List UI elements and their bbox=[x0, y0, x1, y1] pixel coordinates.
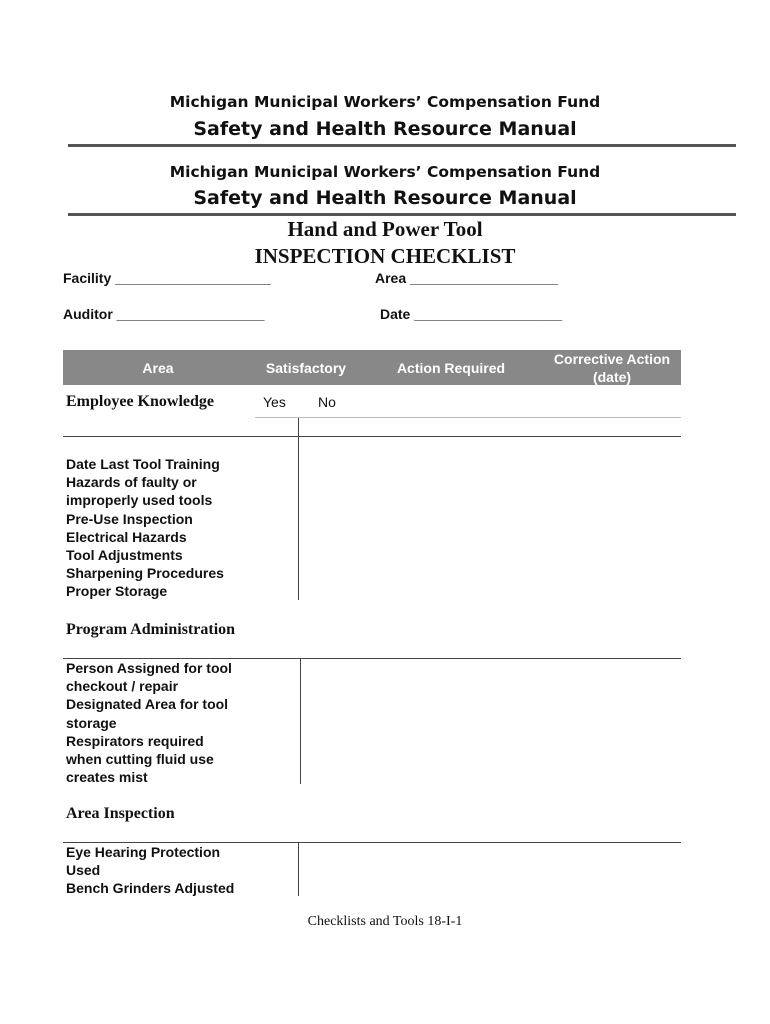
document-title: Hand and Power Tool bbox=[287, 217, 483, 241]
col-header-corrective-action-date: (date) bbox=[592, 369, 632, 385]
yes-no-divider bbox=[298, 418, 299, 436]
list-item: Respirators required bbox=[66, 732, 204, 749]
document-subtitle: INSPECTION CHECKLIST bbox=[254, 244, 516, 268]
column-divider bbox=[298, 843, 299, 896]
manual-title: Safety and Health Resource Manual bbox=[193, 118, 577, 140]
list-item: Proper Storage bbox=[66, 583, 168, 600]
yes-label: Yes bbox=[263, 394, 286, 410]
list-item: Tool Adjustments bbox=[66, 547, 183, 564]
page-footer: Checklists and Tools 18-I-1 bbox=[307, 914, 463, 929]
list-item: checkout / repair bbox=[66, 678, 179, 695]
header-divider-repeat bbox=[68, 213, 736, 216]
section-title-area-inspection: Area Inspection bbox=[66, 805, 175, 822]
col-header-action-required: Action Required bbox=[396, 360, 506, 376]
col-header-area: Area bbox=[142, 360, 174, 376]
date-field[interactable]: Date ___________________ bbox=[380, 306, 563, 322]
list-item: improperly used tools bbox=[66, 492, 213, 509]
list-item: Date Last Tool Training bbox=[66, 456, 220, 472]
area-field[interactable]: Area ___________________ bbox=[375, 270, 558, 286]
list-item: Electrical Hazards bbox=[66, 528, 187, 545]
col-header-satisfactory: Satisfactory bbox=[265, 360, 347, 376]
organization-name: Michigan Municipal Workers’ Compensation Fund bbox=[169, 93, 601, 111]
list-item: Hazards of faulty or bbox=[66, 474, 197, 491]
subheader-divider bbox=[255, 417, 681, 418]
item-list-program-administration bbox=[66, 659, 232, 786]
list-item: when cutting fluid use bbox=[66, 751, 214, 768]
list-item: Pre-Use Inspection bbox=[66, 510, 193, 527]
list-item: Designated Area for tool bbox=[66, 696, 229, 713]
column-divider bbox=[300, 659, 301, 784]
list-item: creates mist bbox=[66, 769, 148, 786]
column-divider bbox=[298, 437, 299, 600]
list-item: Bench Grinders Adjusted bbox=[66, 880, 235, 897]
list-item: Used bbox=[66, 862, 101, 879]
organization-name-repeat: Michigan Municipal Workers’ Compensation Fund bbox=[169, 163, 601, 181]
no-label: No bbox=[318, 394, 336, 410]
facility-field[interactable]: Facility ____________________ bbox=[63, 270, 271, 286]
section-title-employee-knowledge: Employee Knowledge bbox=[66, 393, 214, 410]
item-list-area-inspection bbox=[66, 843, 234, 898]
list-item: Eye Hearing Protection bbox=[66, 844, 221, 860]
header-divider bbox=[68, 144, 736, 147]
list-item: storage bbox=[66, 714, 117, 731]
col-header-corrective-action: Corrective Action bbox=[553, 351, 671, 367]
section-divider bbox=[63, 436, 681, 437]
item-list-employee-knowledge bbox=[66, 455, 224, 601]
manual-title-repeat: Safety and Health Resource Manual bbox=[193, 187, 577, 209]
list-item: Sharpening Procedures bbox=[66, 565, 224, 582]
list-item: Person Assigned for tool bbox=[66, 660, 232, 676]
auditor-field[interactable]: Auditor ___________________ bbox=[63, 306, 265, 322]
section-title-program-administration: Program Administration bbox=[66, 621, 236, 638]
